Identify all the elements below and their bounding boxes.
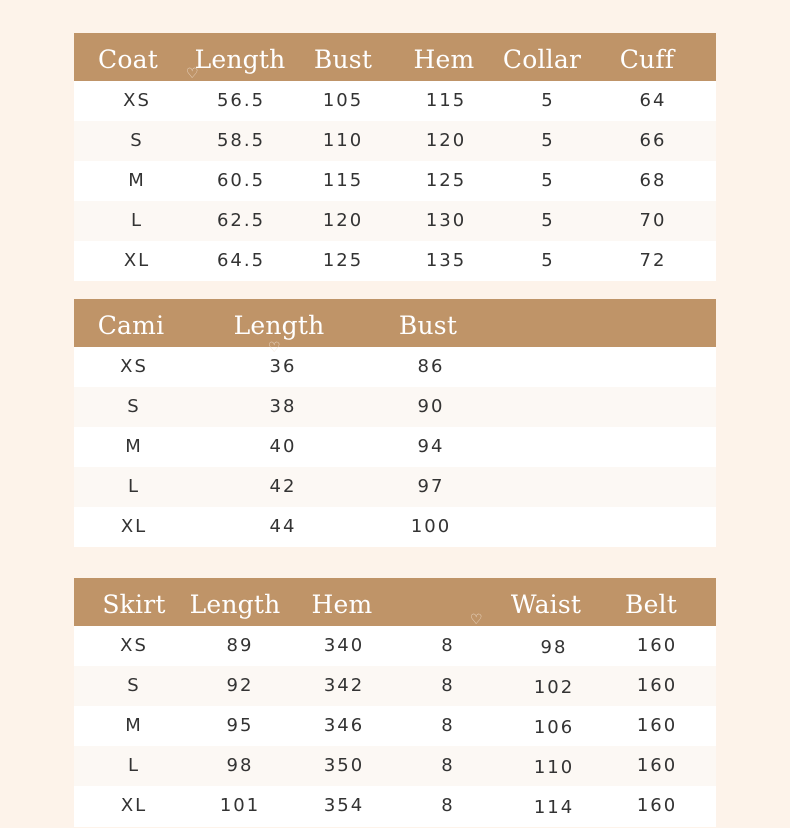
cell-size: XL (120, 795, 148, 816)
header-bust: Bust (398, 311, 458, 340)
cell-cuff: 72 (639, 250, 667, 271)
header-length: Length (194, 45, 286, 74)
header-belt: Belt (624, 590, 678, 619)
cell-size: M (125, 715, 143, 736)
cell-length: 101 (219, 795, 261, 816)
cell-length: 64.5 (216, 250, 266, 271)
cell-size: S (127, 675, 141, 696)
cell-size: M (125, 436, 143, 457)
cell-length: 38 (269, 396, 297, 417)
table-row (74, 121, 716, 161)
table-row (74, 467, 716, 507)
cell-size: L (127, 476, 141, 497)
cell-length: 36 (269, 356, 297, 377)
cell-bust: 94 (417, 436, 445, 457)
cell-size: S (127, 396, 141, 417)
table-row (74, 201, 716, 241)
table-row (74, 666, 716, 706)
cell-belt: 160 (636, 675, 678, 696)
cell-length: 60.5 (216, 170, 266, 191)
decorative-heart-icon: ♡ (470, 612, 483, 628)
cell-bust: 120 (322, 210, 364, 231)
cell-hem: 125 (425, 170, 467, 191)
cell-value: 8 (441, 715, 455, 736)
cell-hem: 342 (323, 675, 365, 696)
header-length: Length (233, 311, 325, 340)
cell-hem: 346 (323, 715, 365, 736)
cell-length: 58.5 (216, 130, 266, 151)
cell-bust: 110 (322, 130, 364, 151)
cell-waist: 102 (533, 677, 575, 698)
cell-waist: 110 (533, 757, 575, 778)
cell-belt: 160 (636, 795, 678, 816)
skirt-table-header (74, 578, 716, 626)
cell-collar: 5 (541, 90, 555, 111)
table-row (74, 706, 716, 746)
header-hem: Hem (413, 45, 475, 74)
cell-length: 40 (269, 436, 297, 457)
cell-cuff: 66 (639, 130, 667, 151)
cell-belt: 160 (636, 715, 678, 736)
cell-size: S (130, 130, 144, 151)
cell-waist: 98 (540, 637, 568, 658)
skirt-size-table (74, 578, 716, 827)
decorative-heart-icon: ♡ (268, 340, 281, 356)
cell-hem: 135 (425, 250, 467, 271)
coat-table-header (74, 33, 716, 81)
header-skirt: Skirt (102, 590, 166, 619)
cell-hem: 120 (425, 130, 467, 151)
cell-collar: 5 (541, 210, 555, 231)
cell-bust: 90 (417, 396, 445, 417)
cell-value: 8 (441, 755, 455, 776)
table-row (74, 241, 716, 281)
table-row (74, 161, 716, 201)
cell-size: XS (123, 90, 151, 111)
decorative-heart-icon: ♡ (186, 66, 199, 82)
cell-length: 42 (269, 476, 297, 497)
cell-length: 98 (226, 755, 254, 776)
cell-bust: 105 (322, 90, 364, 111)
cell-bust: 125 (322, 250, 364, 271)
cell-size: XS (120, 356, 148, 377)
cell-size: XS (120, 635, 148, 656)
cell-bust: 86 (417, 356, 445, 377)
table-row (74, 786, 716, 826)
cell-cuff: 70 (639, 210, 667, 231)
cell-collar: 5 (541, 170, 555, 191)
cell-hem: 354 (323, 795, 365, 816)
cell-length: 95 (226, 715, 254, 736)
cell-cuff: 68 (639, 170, 667, 191)
cell-hem: 115 (425, 90, 467, 111)
cami-table-header (74, 299, 716, 347)
cell-belt: 160 (636, 755, 678, 776)
header-coat: Coat (98, 45, 158, 74)
table-row (74, 427, 716, 467)
cell-value: 8 (441, 795, 455, 816)
coat-size-table (74, 33, 716, 281)
cell-hem: 350 (323, 755, 365, 776)
table-row (74, 626, 716, 666)
cell-waist: 114 (533, 797, 575, 818)
cell-size: L (127, 755, 141, 776)
cell-value: 8 (441, 675, 455, 696)
cell-length: 62.5 (216, 210, 266, 231)
header-collar: Collar (502, 45, 582, 74)
table-row (74, 81, 716, 121)
cell-value: 8 (441, 635, 455, 656)
cell-hem: 130 (425, 210, 467, 231)
cell-bust: 100 (410, 516, 452, 537)
header-hem: Hem (311, 590, 373, 619)
cell-collar: 5 (541, 250, 555, 271)
cell-length: 56.5 (216, 90, 266, 111)
cell-waist: 106 (533, 717, 575, 738)
cell-size: XL (123, 250, 151, 271)
table-row (74, 387, 716, 427)
cell-bust: 115 (322, 170, 364, 191)
cami-size-table (74, 299, 716, 547)
header-length: Length (189, 590, 281, 619)
cell-collar: 5 (541, 130, 555, 151)
header-bust: Bust (313, 45, 373, 74)
cell-belt: 160 (636, 635, 678, 656)
cell-length: 92 (226, 675, 254, 696)
table-row (74, 746, 716, 786)
header-cuff: Cuff (619, 45, 675, 74)
cell-length: 44 (269, 516, 297, 537)
cell-size: M (128, 170, 146, 191)
table-row (74, 507, 716, 547)
header-waist: Waist (510, 590, 582, 619)
cell-length: 89 (226, 635, 254, 656)
cell-size: L (130, 210, 144, 231)
cell-bust: 97 (417, 476, 445, 497)
cell-hem: 340 (323, 635, 365, 656)
table-row (74, 347, 716, 387)
cell-cuff: 64 (639, 90, 667, 111)
cell-size: XL (120, 516, 148, 537)
header-cami: Cami (97, 311, 165, 340)
